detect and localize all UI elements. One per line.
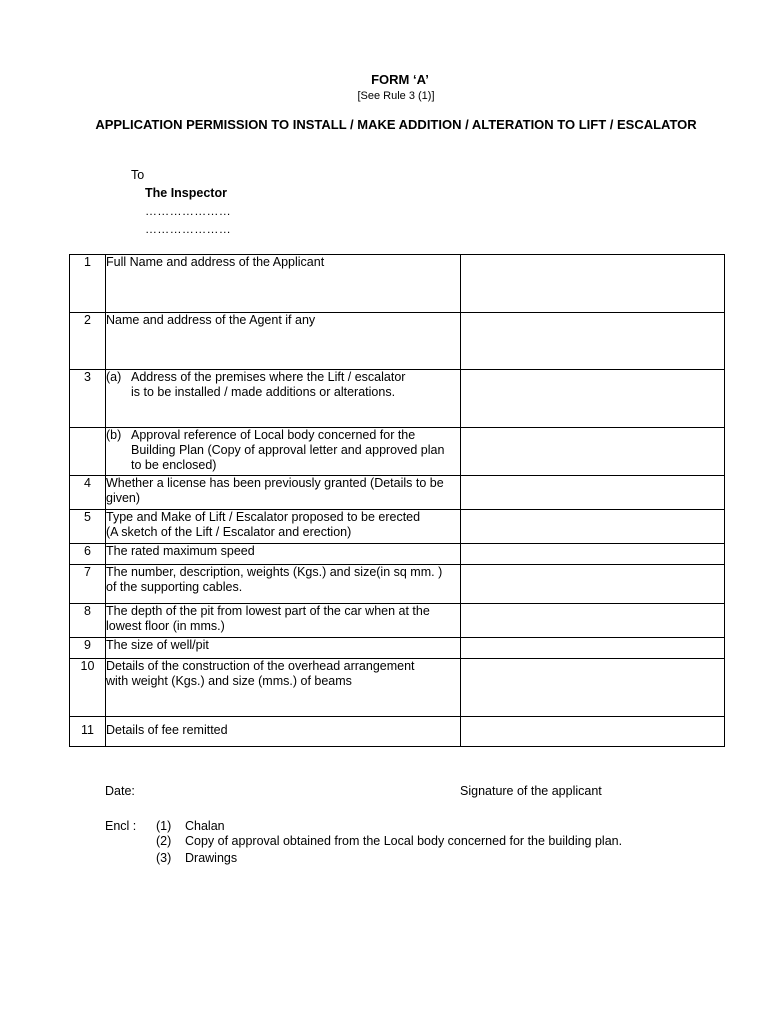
row-description: [106, 370, 461, 428]
row-number: 6: [70, 544, 106, 565]
sub-item-text: Approval reference of Local body concerned for the Building Plan (Copy of approval letter and approved plan to be enclosed): [131, 428, 445, 472]
row-description: Details of the construction of the overhead arrangement with weight (Kgs.) and size (mms.) of beams: [106, 659, 461, 717]
row-description: The number, description, weights (Kgs.) and size(in sq mm. ) of the supporting cables.: [106, 565, 461, 604]
signature-label: Signature of the applicant: [460, 784, 602, 798]
table-row: [70, 638, 725, 659]
answer-cell[interactable]: [461, 604, 725, 638]
answer-cell[interactable]: [461, 510, 725, 544]
table-row: [70, 510, 725, 544]
row-description: Full Name and address of the Applicant: [106, 255, 461, 313]
sub-item-text: Address of the premises where the Lift / escalator is to be installed / made additions or alterations.: [131, 370, 406, 399]
form-title: FORM ‘A’: [371, 72, 429, 87]
answer-cell[interactable]: [461, 428, 725, 476]
table-row: [70, 428, 725, 476]
document-title: APPLICATION PERMISSION TO INSTALL / MAKE ADDITION / ALTERATION TO LIFT / ESCALATOR: [95, 117, 697, 132]
enclosure-number: (2): [156, 834, 172, 848]
table-row: [70, 717, 725, 747]
enclosure-text: Copy of approval obtained from the Local body concerned for the building plan.: [185, 834, 623, 848]
row-description: The size of well/pit: [106, 638, 461, 659]
row-number: 2: [70, 313, 106, 370]
row-description: Type and Make of Lift / Escalator proposed to be erected (A sketch of the Lift / Escalator and erection): [106, 510, 461, 544]
row-description: The rated maximum speed: [106, 544, 461, 565]
addressee-line-2: …………………: [145, 222, 232, 236]
addressee-line-1: …………………: [145, 204, 232, 218]
row-number: 1: [70, 255, 106, 313]
row-description: The depth of the pit from lowest part of the car when at the lowest floor (in mms.): [106, 604, 461, 638]
answer-cell[interactable]: [461, 659, 725, 717]
answer-cell[interactable]: [461, 255, 725, 313]
row-number: 5: [70, 510, 106, 544]
addressee-name: The Inspector: [145, 186, 227, 200]
answer-cell[interactable]: [461, 565, 725, 604]
table-row: [70, 604, 725, 638]
answer-cell[interactable]: [461, 370, 725, 428]
table-row: [70, 255, 725, 313]
application-table: [69, 254, 725, 747]
row-number: 7: [70, 565, 106, 604]
enclosure-number: (3): [156, 851, 172, 865]
sub-item-label: (a): [106, 370, 122, 384]
row-description: Name and address of the Agent if any: [106, 313, 461, 370]
answer-cell[interactable]: [461, 313, 725, 370]
to-label: To: [131, 168, 145, 182]
table-row: [70, 476, 725, 510]
answer-cell[interactable]: [461, 476, 725, 510]
table-row: [70, 370, 725, 428]
answer-cell[interactable]: [461, 544, 725, 565]
answer-cell[interactable]: [461, 717, 725, 747]
enclosure-text: Chalan: [185, 819, 225, 833]
sub-item-label: (b): [106, 428, 122, 442]
row-description: [106, 428, 461, 476]
row-number: 9: [70, 638, 106, 659]
enclosures-label: Encl :: [105, 819, 137, 833]
row-number: 10: [70, 659, 106, 717]
row-number: 8: [70, 604, 106, 638]
row-description: Whether a license has been previously granted (Details to be given): [106, 476, 461, 510]
row-number: 4: [70, 476, 106, 510]
row-number: 11: [70, 717, 106, 747]
table-row: [70, 313, 725, 370]
row-number: [70, 428, 106, 476]
table-row: [70, 565, 725, 604]
enclosure-number: (1): [156, 819, 172, 833]
answer-cell[interactable]: [461, 638, 725, 659]
row-number: 3: [70, 370, 106, 428]
enclosure-text: Drawings: [185, 851, 238, 865]
table-row: [70, 659, 725, 717]
table-row: [70, 544, 725, 565]
date-label: Date:: [105, 784, 135, 798]
row-description: Details of fee remitted: [106, 717, 461, 747]
rule-reference: [See Rule 3 (1)]: [357, 90, 435, 102]
